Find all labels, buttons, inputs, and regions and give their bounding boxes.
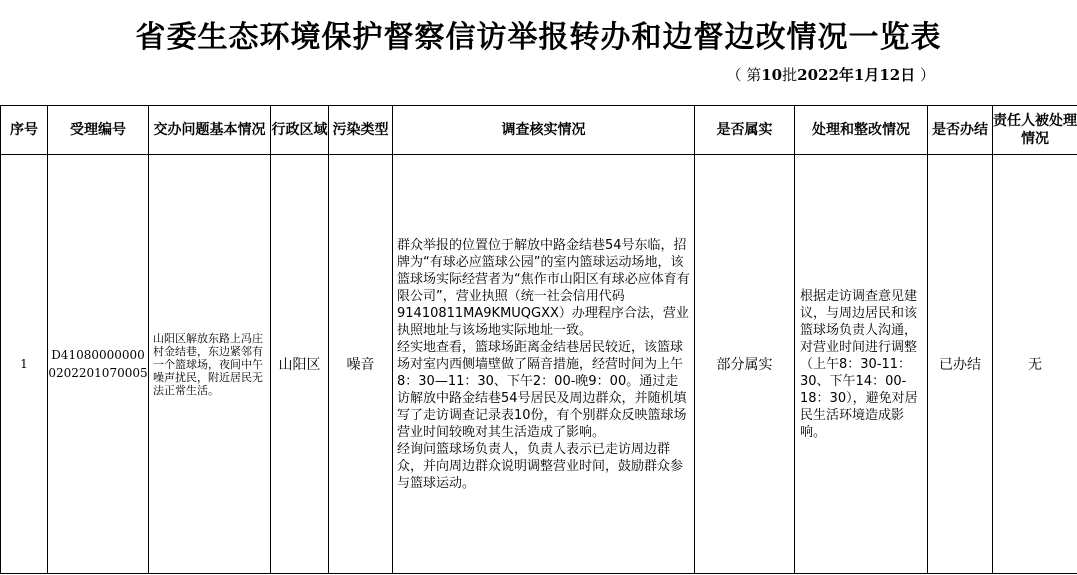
cell-region: 山阳区 [271, 155, 329, 574]
subtitle-batch-word: 批 [782, 66, 798, 84]
col-header-handling: 处理和整改情况 [795, 106, 928, 155]
col-header-completed: 是否办结 [928, 106, 993, 155]
cell-seq: 1 [1, 155, 48, 574]
id-line-2: 0202201070005 [48, 366, 148, 380]
id-line-1: D41080000000 [51, 348, 145, 362]
check-paragraph: 经询问篮球场负责人，负责人表示已走访周边群众，并向周边群众说明调整营业时间，鼓励群众参与篮球运动。 [397, 441, 684, 491]
check-paragraph: 经实地查看，篮球场距离金结巷居民较近，该篮球场对室内西侧墙壁做了隔音措施，经营时间为上午8：30—11：30、下午2：00-晚9：00。通过走访解放中路金结巷54号居民及周边群众，并随机填写了走访调查记录表10份，有个别群众反映篮球场营业时间较晚对其生活造成了影响。 [397, 339, 687, 440]
batch-date: 2022年1月12日 [797, 66, 916, 84]
col-header-id: 受理编号 [48, 106, 149, 155]
col-header-region: 行政区域 [271, 106, 329, 155]
cell-responsible: 无 [993, 155, 1077, 574]
page-title: 省委生态环境保护督察信访举报转办和边督边改情况一览表 [135, 20, 942, 55]
cell-completed: 已办结 [928, 155, 993, 574]
cell-id [48, 155, 149, 574]
table-row [1, 155, 1077, 574]
report-table [0, 105, 1077, 574]
cell-check [393, 155, 695, 574]
col-header-seq: 序号 [1, 106, 48, 155]
batch-subtitle [726, 64, 935, 85]
col-header-check: 调查核实情况 [393, 106, 695, 155]
cell-problem: 山阳区解放东路上冯庄村金结巷，东边紧邻有一个篮球场，夜间中午噪声扰民，附近居民无法正常生活。 [149, 155, 271, 574]
batch-number: 10 [761, 66, 783, 84]
col-header-responsible: 责任人被处理情况 [993, 106, 1077, 155]
col-header-problem: 交办问题基本情况 [149, 106, 271, 155]
header-row [1, 106, 1077, 155]
subtitle-open: （ 第 [726, 66, 762, 84]
cell-handling: 根据走访调查意见建议，与周边居民和该篮球场负责人沟通，对营业时间进行调整（上午8：30-11：30、下午14：00-18：30），避免对居民生活环境造成影响。 [795, 155, 928, 574]
subtitle-close: ） [919, 66, 935, 84]
check-paragraph: 群众举报的位置位于解放中路金结巷54号东临，招牌为“有球必应篮球公园”的室内篮球运动场地，该篮球场实际经营者为“焦作市山阳区有球必应体育有限公司”，营业执照（统一社会信用代码91410811MA9KMUQGXX）办理程序合法，营业执照地址与该场地实际地址一致。 [397, 237, 690, 338]
cell-pollution: 噪音 [329, 155, 393, 574]
cell-is-true: 部分属实 [695, 155, 795, 574]
col-header-is-true: 是否属实 [695, 106, 795, 155]
col-header-pollution: 污染类型 [329, 106, 393, 155]
